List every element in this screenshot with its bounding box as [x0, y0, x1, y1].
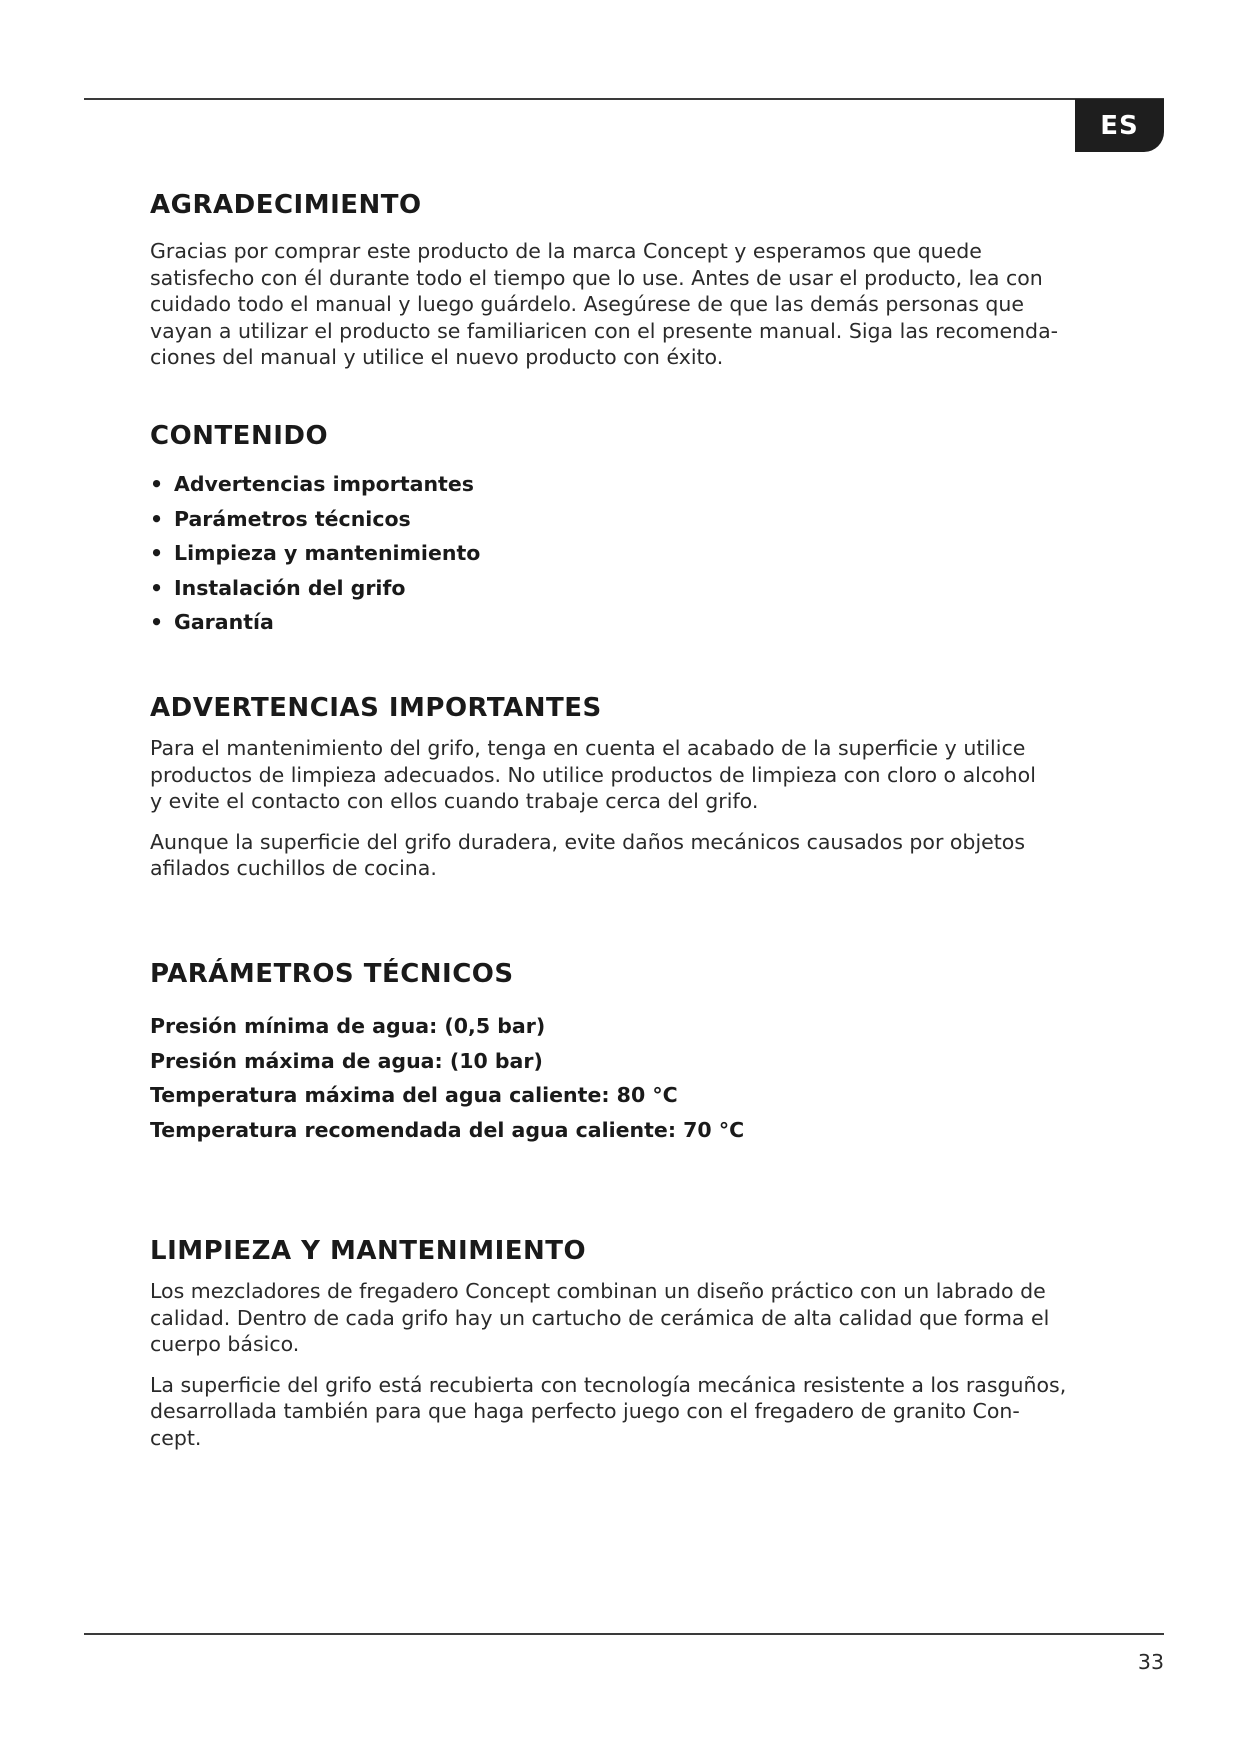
section-title: CONTENIDO	[150, 421, 329, 451]
section-parametros	[150, 959, 1145, 1147]
intro-paragraph: Gracias por comprar este producto de la marca Concept y esperamos que quede satisfecho con él durante todo el tiempo que lo use. Antes de usar el producto, lea con cuidado todo el manual y luego guárdelo. Asegúrese de que las demás personas que vayan a utilizar el producto se familiaricen con el presente manual. Siga las recomenda- ciones del manual y utilice el nuevo producto con éxito.	[150, 239, 1059, 369]
section-limpieza	[150, 1236, 1145, 1451]
list-item: • Limpieza y mantenimiento	[150, 536, 1145, 571]
parameter-item: Temperatura máxima del agua caliente: 80 °C	[150, 1083, 678, 1107]
parameter-item: Presión mínima de agua: (0,5 bar)	[150, 1014, 546, 1038]
contents-list	[150, 467, 1145, 640]
parameters-list	[150, 1009, 1145, 1147]
section-agradecimiento	[150, 190, 1145, 371]
header-rule	[84, 98, 1164, 100]
section-contenido	[150, 421, 1145, 640]
page-number: 33	[1137, 1650, 1164, 1674]
list-item: • Garantía	[150, 605, 1145, 640]
paragraph: La superficie del grifo está recubierta con tecnología mecánica resistente a los rasguños, desarrollada también para que haga perfecto juego con el fregadero de granito Con- cept.	[150, 1372, 1067, 1450]
section-title: PARÁMETROS TÉCNICOS	[150, 959, 514, 989]
section-title: ADVERTENCIAS IMPORTANTES	[150, 693, 602, 723]
list-item: • Instalación del grifo	[150, 571, 1145, 606]
paragraph: Aunque la superficie del grifo duradera, evite daños mecánicos causados por objetos afilados cuchillos de cocina.	[150, 829, 1026, 880]
list-item: • Parámetros técnicos	[150, 502, 1145, 537]
paragraph: Los mezcladores de fregadero Concept combinan un diseño práctico con un labrado de calidad. Dentro de cada grifo hay un cartucho de cerámica de alta calidad que forma el cuerpo básico.	[150, 1279, 1050, 1356]
section-title: LIMPIEZA Y MANTENIMIENTO	[150, 1236, 587, 1266]
language-tab: ES	[1075, 99, 1164, 152]
parameter-item: Presión máxima de agua: (10 bar)	[150, 1048, 543, 1073]
section-advertencias	[150, 693, 1145, 882]
list-item: • Advertencias importantes	[150, 467, 1145, 502]
footer-rule	[84, 1633, 1164, 1635]
parameter-item: Temperatura recomendada del agua caliente: 70 °C	[150, 1117, 745, 1142]
paragraph: Para el mantenimiento del grifo, tenga en cuenta el acabado de la superficie y utilice productos de limpieza adecuados. No utilice productos de limpieza con cloro o alcohol y evite el contacto con ellos cuando trabaje cerca del grifo.	[150, 736, 1036, 813]
section-title: AGRADECIMIENTO	[150, 190, 422, 220]
